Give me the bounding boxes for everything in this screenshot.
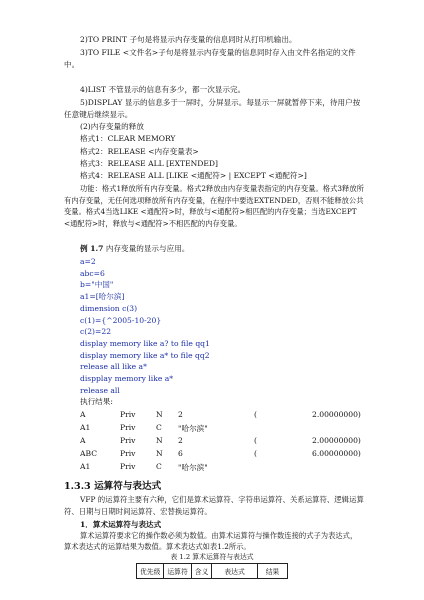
paragraph-function: 功能：格式1释放所有内存变量。格式2释放由内存变量表指定的内存变量。格式3释放所有内存变量，无任何选项释放所有内存变量，在程序中要选EXTENDED，否则不能释放公共变量。格式4当选LIKE <通配符>时，释放与<通配符>相匹配的内存变量；当选EXCEPT <通配符>时，释放与<通配符>不相匹配的内存变量。 bbox=[64, 184, 364, 228]
code-line: dispplay memory like a* bbox=[80, 374, 174, 384]
var-type: C bbox=[156, 423, 162, 432]
code-line: abc=6 bbox=[80, 268, 105, 278]
paragraph-to-file: 3)TO FILE <文件名>子句是将显示内存变量的信息同时存入由文件名指定的文件中。 bbox=[64, 48, 356, 70]
example-title: 内存变量的显示与应用。 bbox=[105, 244, 190, 253]
code-line: dimension c(3) bbox=[80, 303, 138, 313]
table-header-row bbox=[137, 564, 288, 579]
example-heading bbox=[64, 243, 364, 255]
var-value: 2 bbox=[178, 436, 183, 445]
var-scope: Priv bbox=[120, 436, 136, 445]
result-row bbox=[80, 462, 360, 474]
section-heading bbox=[64, 478, 161, 492]
example-label: 例 1.7 bbox=[80, 244, 104, 253]
paragraph-list: 4)LIST 不管显示的信息有多少，都一次显示完。 bbox=[80, 85, 246, 94]
code-line: display memory like a* to file qq2 bbox=[80, 350, 210, 360]
section-title: 运算符与表达式 bbox=[94, 481, 162, 492]
var-value: "哈尔滨" bbox=[178, 424, 208, 433]
var-value: 2 bbox=[178, 410, 183, 419]
code-line: a1=[哈尔滨] bbox=[80, 292, 125, 302]
paragraph-to-print: 2)TO PRINT 子句是将显示内存变量的信息同时从打印机输出。 bbox=[80, 35, 297, 44]
table-header-cell: 表达式 bbox=[212, 564, 257, 579]
var-scope: Priv bbox=[120, 410, 136, 419]
code-line: a=2 bbox=[80, 257, 96, 266]
subsection-heading: 1．算术运算符与表达式 bbox=[80, 520, 162, 529]
operator-table bbox=[136, 563, 288, 579]
code-line: release all like a* bbox=[80, 362, 147, 372]
var-number: 2.00000000) bbox=[312, 436, 361, 445]
format-4: 格式4：RELEASE ALL [LIKE <通配符> | EXCEPT <通配符>] bbox=[80, 171, 307, 180]
code-line: b="中国" bbox=[80, 280, 114, 290]
table-header-cell: 结果 bbox=[257, 564, 288, 579]
code-line: c(1)={^2005-10-20} bbox=[80, 315, 162, 325]
table-caption: 表 1.2 算术运算符与表达式 bbox=[170, 553, 254, 561]
var-name: A bbox=[80, 410, 86, 419]
code-line: c(2)=22 bbox=[80, 327, 112, 337]
var-scope: Priv bbox=[120, 423, 136, 432]
var-value: 6 bbox=[178, 449, 183, 458]
var-paren: ( bbox=[254, 436, 257, 445]
result-row bbox=[80, 436, 360, 448]
subsection-paragraph: 算术运算符要求它的操作数必须为数值。由算术运算符与操作数连接的式子为表达式，算术表达式的运算结果为数值。算术表达式如表1.2所示。 bbox=[64, 531, 358, 552]
result-label: 执行结果: bbox=[80, 397, 113, 406]
var-value: "哈尔滨" bbox=[178, 463, 208, 472]
var-number: 2.00000000) bbox=[312, 410, 361, 419]
section-number: 1.3.3 bbox=[64, 481, 91, 492]
table-header-cell: 运算符 bbox=[164, 564, 191, 579]
var-type: C bbox=[156, 462, 162, 471]
paragraph-release-heading: (2)内存变量的释放 bbox=[80, 122, 144, 131]
code-line: display memory like a? to file qq1 bbox=[80, 338, 210, 348]
var-paren: ( bbox=[254, 449, 257, 458]
result-row bbox=[80, 423, 360, 435]
var-name: A bbox=[80, 436, 86, 445]
format-2: 格式2：RELEASE <内存变量表> bbox=[80, 147, 199, 156]
section-paragraph: VFP 的运算符主要有六种，它们是算术运算符、字符串运算符、关系运算符、逻辑运算符、日期与日期时间运算符、宏替换运算符。 bbox=[64, 495, 364, 517]
var-number: 6.00000000) bbox=[312, 449, 361, 458]
result-row bbox=[80, 410, 360, 422]
table-header-cell: 含义 bbox=[191, 564, 212, 579]
var-type: N bbox=[156, 436, 163, 445]
var-name: A1 bbox=[80, 462, 91, 471]
paragraph-display: 5)DISPLAY 显示的信息多于一屏时，分屏显示。每显示一屏就暂停下来，待用户按任意键后继续显示。 bbox=[64, 98, 361, 120]
result-row bbox=[80, 449, 360, 461]
var-scope: Priv bbox=[120, 449, 136, 458]
code-block bbox=[80, 256, 210, 396]
var-type: N bbox=[156, 410, 163, 419]
var-name: A1 bbox=[80, 423, 91, 432]
var-type: N bbox=[156, 449, 163, 458]
var-paren: ( bbox=[254, 410, 257, 419]
var-name: ABC bbox=[80, 449, 98, 458]
format-3: 格式3：RELEASE ALL [EXTENDED] bbox=[80, 159, 218, 168]
var-scope: Priv bbox=[120, 462, 136, 471]
format-1: 格式1：CLEAR MEMORY bbox=[80, 134, 176, 143]
table-header-cell: 优先级 bbox=[137, 564, 164, 579]
code-line: release all bbox=[80, 385, 120, 395]
